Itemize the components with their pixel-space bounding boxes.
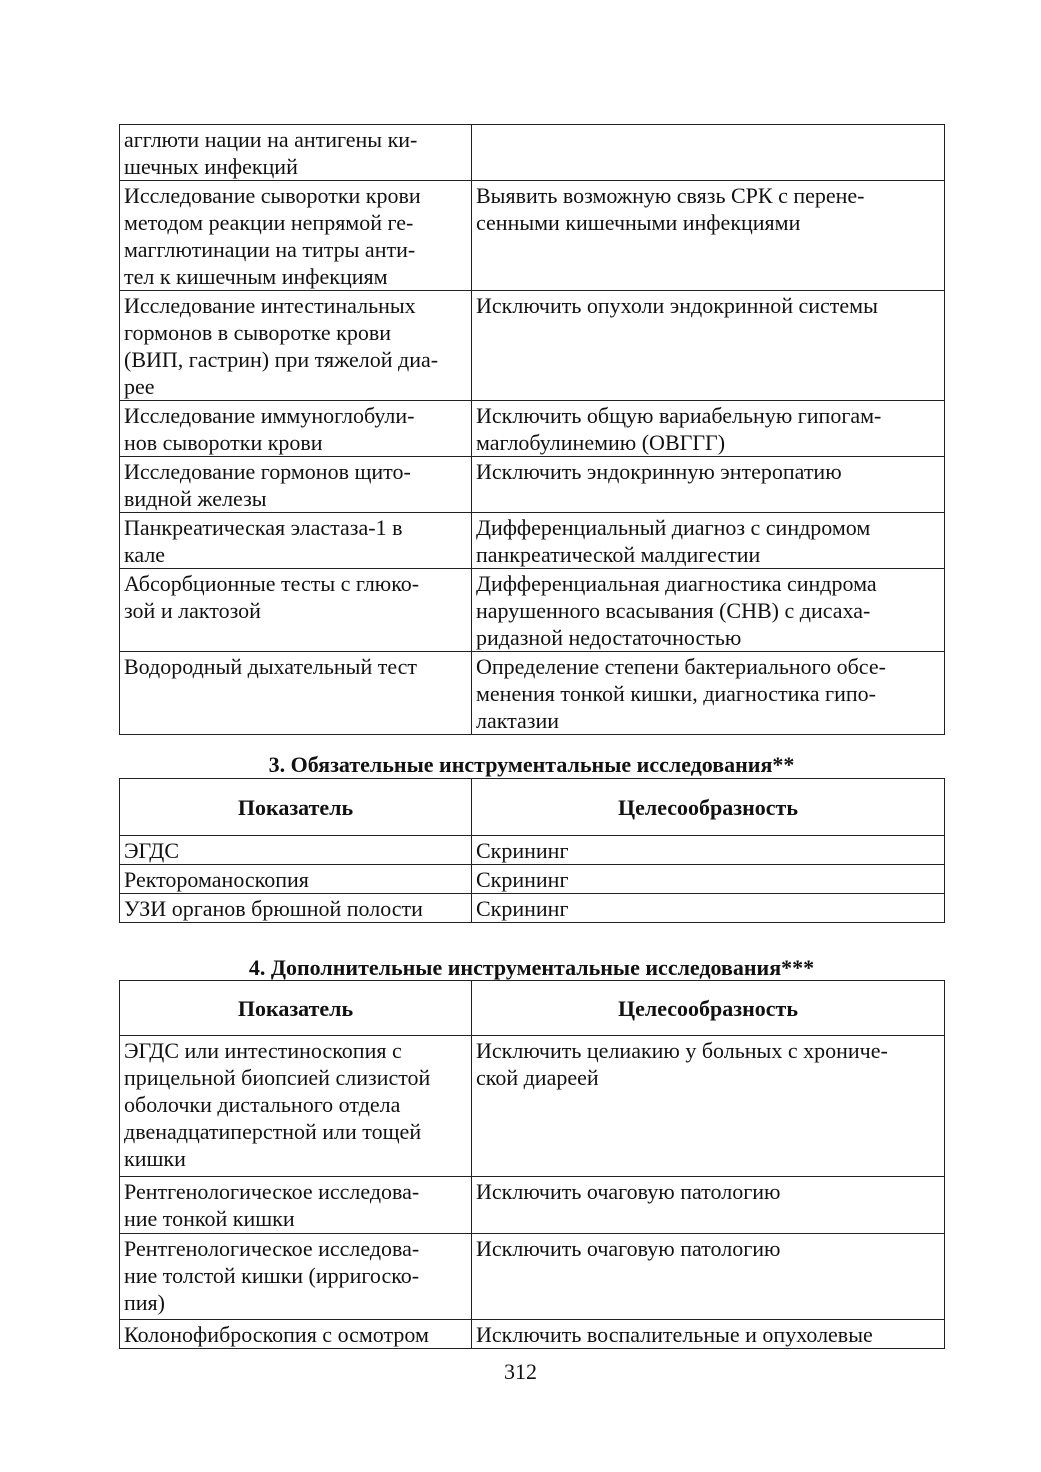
purpose-cell: Исключить очаговую патологию [472, 1234, 945, 1320]
section-3-block [119, 778, 944, 923]
purpose-cell: Выявить возможную связь СРК с перене- сенными кишечными инфекциями [472, 181, 945, 291]
purpose-cell [472, 125, 945, 181]
table-row [120, 401, 945, 457]
test-name-cell: ЭГДС или интестиноскопия с прицельной биопсией слизистой оболочки дистального отдела двенадцатиперстной или тощей кишки [120, 1036, 472, 1177]
purpose-cell: Исключить общую вариабельную гипогам- маглобулинемию (ОВГГГ) [472, 401, 945, 457]
table-row [120, 865, 945, 894]
table-row [120, 1320, 945, 1349]
purpose-cell: Скрининг [472, 894, 945, 923]
test-name-cell: Абсорбционные тесты с глюко- зой и лактозой [120, 569, 472, 652]
purpose-cell: Скрининг [472, 865, 945, 894]
test-name-cell: Рентгенологическое исследова- ние тонкой кишки [120, 1177, 472, 1234]
purpose-cell: Скрининг [472, 836, 945, 865]
purpose-cell: Определение степени бактериального обсе- менения тонкой кишки, диагностика гипо- лактазии [472, 652, 945, 735]
test-name-cell: Водородный дыхательный тест [120, 652, 472, 735]
section-4-title: 4. Дополнительные инструментальные исследования*** [248, 955, 815, 980]
purpose-cell: Дифференциальная диагностика синдрома нарушенного всасывания (СНВ) с дисаха- ридазной недостаточностью [472, 569, 945, 652]
column-header-indicator: Показатель [120, 779, 472, 836]
table-row [120, 1036, 945, 1177]
purpose-cell: Исключить воспалительные и опухолевые [472, 1320, 945, 1349]
test-name-cell: Исследование сыворотки крови методом реакции непрямой ге- магглютинации на титры анти- тел к кишечным инфекциям [120, 181, 472, 291]
purpose-cell: Исключить очаговую патологию [472, 1177, 945, 1234]
table-row [120, 894, 945, 923]
lab-tests-table [119, 124, 945, 735]
mandatory-instrumental-table [119, 778, 945, 923]
purpose-cell: Исключить эндокринную энтеропатию [472, 457, 945, 513]
purpose-cell: Дифференциальный диагноз с синдромом панкреатической малдигестии [472, 513, 945, 569]
table-row [120, 291, 945, 401]
test-name-cell: Колонофиброскопия с осмотром [120, 1320, 472, 1349]
section-4-block [119, 980, 944, 1349]
table-row [120, 836, 945, 865]
table-continuation-block [119, 124, 944, 735]
table-row [120, 125, 945, 181]
test-name-cell: Ректороманоскопия [120, 865, 472, 894]
table-header-row [120, 779, 945, 836]
page-number: 312 [504, 1359, 537, 1384]
additional-instrumental-table [119, 980, 945, 1349]
test-name-cell: Исследование иммуноглобули- нов сыворотки крови [120, 401, 472, 457]
test-name-cell: агглюти нации на антигены ки- шечных инфекций [120, 125, 472, 181]
table-row [120, 652, 945, 735]
test-name-cell: Исследование гормонов щито- видной железы [120, 457, 472, 513]
table-row [120, 1234, 945, 1320]
table-header-row [120, 981, 945, 1036]
table-row [120, 513, 945, 569]
purpose-cell: Исключить опухоли эндокринной системы [472, 291, 945, 401]
test-name-cell: Исследование интестинальных гормонов в сыворотке крови (ВИП, гастрин) при тяжелой диа- рее [120, 291, 472, 401]
test-name-cell: Рентгенологическое исследова- ние толстой кишки (ирригоско- пия) [120, 1234, 472, 1320]
column-header-indicator: Показатель [120, 981, 472, 1036]
column-header-purpose: Целесообразность [472, 779, 945, 836]
test-name-cell: Панкреатическая эластаза-1 в кале [120, 513, 472, 569]
column-header-purpose: Целесообразность [472, 981, 945, 1036]
test-name-cell: УЗИ органов брюшной полости [120, 894, 472, 923]
section-3-title: 3. Обязательные инструментальные исследования** [268, 752, 795, 777]
purpose-cell: Исключить целиакию у больных с хрониче- ской диареей [472, 1036, 945, 1177]
table-row [120, 569, 945, 652]
table-row [120, 181, 945, 291]
test-name-cell: ЭГДС [120, 836, 472, 865]
table-row [120, 1177, 945, 1234]
table-row [120, 457, 945, 513]
